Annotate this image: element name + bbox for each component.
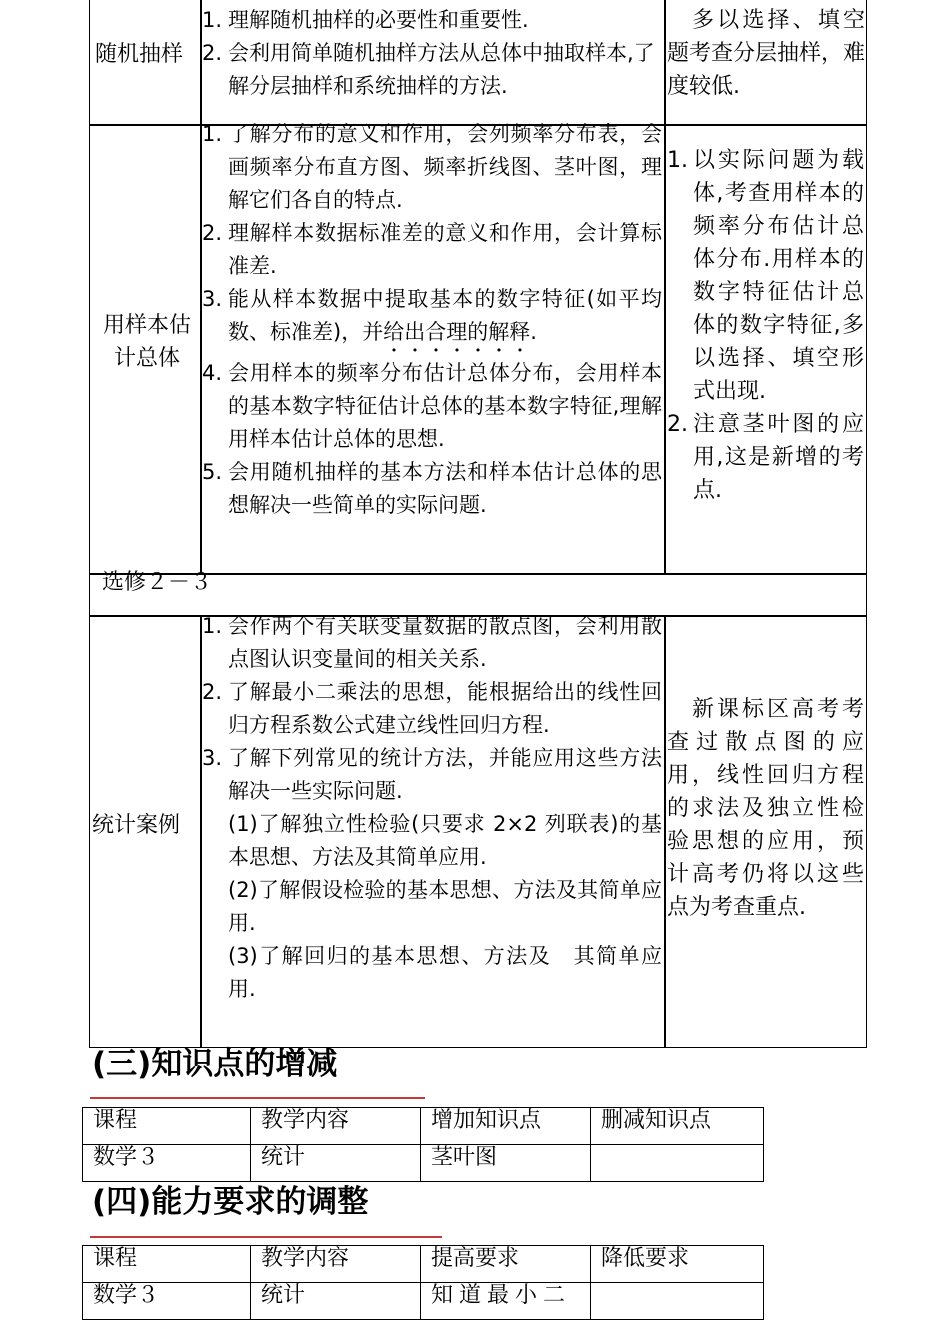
topic-label: 用样本估计总体: [102, 313, 191, 371]
emphasized-text: 给出合理的解释: [383, 320, 531, 344]
table-header: 课程: [83, 1108, 251, 1145]
table-cell: 统计: [251, 1283, 421, 1320]
ability-adjust-table: [82, 1245, 764, 1320]
exam-note: 多以选择、填空题考查分层抽样，难度较低.: [667, 8, 866, 99]
list-item: 1. 了解分布的意义和作用，会列频率分布表，会画频率分布直方图、频率折线图、茎叶图，理解它们各自的特点.: [202, 122, 662, 212]
table-cell: 知道最小二: [421, 1283, 591, 1320]
table-cell: 数学３: [83, 1145, 251, 1182]
knowledge-change-table: [82, 1107, 764, 1182]
section-heading: (四)能力要求的调整: [92, 1184, 369, 1220]
exam-note: 新课标区高考考查过散点图的应用，线性回归方程的求法及独立性检验思想的应用，预计高考仍将以这些点为考查重点.: [667, 697, 864, 920]
table-header: 课程: [83, 1246, 251, 1283]
sub-item: (3)了解回归的基本思想、方法及 其简单应用.: [228, 944, 662, 1001]
table-header-row: [83, 1246, 764, 1283]
list-item: 3. 了解下列常见的统计方法，并能应用这些方法解决一些实际问题.: [202, 746, 662, 803]
table-cell: 数学３: [83, 1283, 251, 1320]
requirements-list: [202, 610, 662, 808]
table-header: 教学内容: [251, 1246, 421, 1283]
topic-label: 随机抽样: [95, 42, 184, 67]
topic-label: 统计案例: [92, 813, 181, 838]
requirements-list: [202, 4, 662, 103]
table-row: [83, 1283, 764, 1320]
list-item: 2. 会利用简单随机抽样方法从总体中抽取样本,了解分层抽样和系统抽样的方法.: [202, 41, 655, 98]
list-item: 2. 了解最小二乘法的思想，能根据给出的线性回归方程系数公式建立线性回归方程.: [202, 680, 662, 737]
list-item: 1. 理解随机抽样的必要性和重要性.: [202, 8, 529, 32]
table-header: 提高要求: [421, 1246, 591, 1283]
table-header: 删减知识点: [591, 1108, 764, 1145]
table-header: 降低要求: [591, 1246, 764, 1283]
requirements-list: [202, 118, 662, 522]
table-cell: [591, 1145, 764, 1182]
requirements-block: [202, 610, 662, 1006]
exam-notes-list: [667, 144, 864, 507]
table-cell: 茎叶图: [421, 1145, 591, 1182]
list-item: 3. 能从样本数据中提取基本的数字特征(如平均数、标准差)，并给出合理的解释.: [202, 287, 662, 344]
list-item: 2. 理解样本数据标准差的意义和作用，会计算标准差.: [202, 221, 662, 278]
list-item: 5. 会用随机抽样的基本方法和样本估计总体的思想解决一些简单的实际问题.: [202, 460, 662, 517]
list-item: 1. 会作两个有关联变量数据的散点图，会利用散点图认识变量间的相关关系.: [202, 614, 662, 671]
list-item: 2. 注意茎叶图的应用,这是新增的考点.: [667, 412, 864, 503]
heading-underline: [90, 1236, 442, 1238]
table-cell: [591, 1283, 764, 1320]
table-header: 教学内容: [251, 1108, 421, 1145]
section-heading: (三)知识点的增减: [92, 1046, 338, 1082]
section-label: 选修２－３: [102, 570, 213, 595]
table-header: 增加知识点: [421, 1108, 591, 1145]
sub-item: (2)了解假设检验的基本思想、方法及其简单应用.: [228, 878, 662, 935]
table-cell: 统计: [251, 1145, 421, 1182]
table-header-row: [83, 1108, 764, 1145]
sub-item: (1)了解独立性检验(只要求 2×2 列联表)的基本思想、方法及其简单应用.: [228, 812, 662, 869]
heading-underline: [90, 1097, 425, 1099]
list-item: 1. 以实际问题为载体,考查用样本的频率分布估计总体分布.用样本的数字特征估计总体的数字特征,多以选择、填空形式出现.: [667, 148, 864, 404]
list-item: 4. 会用样本的频率分布估计总体分布，会用样本的基本数字特征估计总体的基本数字特征,理解用样本估计总体的思想.: [202, 361, 662, 451]
